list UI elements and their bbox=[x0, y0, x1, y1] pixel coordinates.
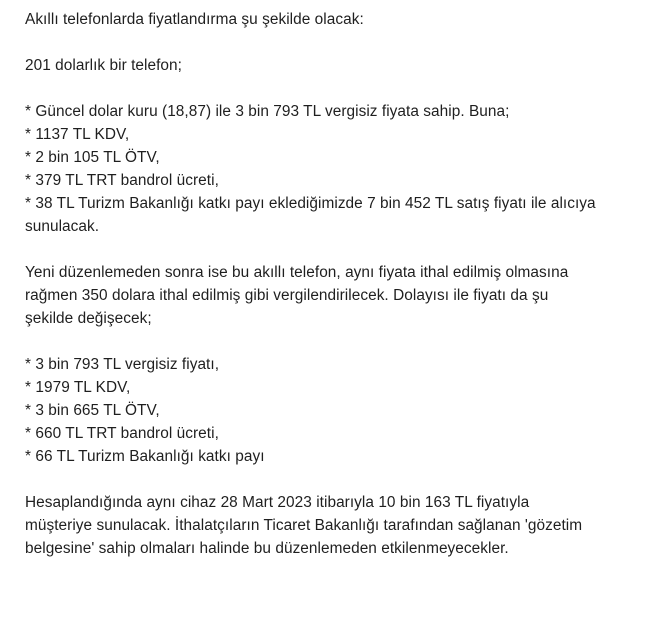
example-line: 201 dolarlık bir telefon; bbox=[25, 57, 182, 74]
paragraph-line: şekilde değişecek; bbox=[25, 310, 152, 327]
list-item: * 3 bin 665 TL ÖTV, bbox=[25, 402, 160, 419]
current-pricing-list bbox=[25, 100, 663, 238]
paragraph-line: Yeni düzenlemeden sonra ise bu akıllı telefon, aynı fiyata ithal edilmiş olmasına bbox=[25, 264, 569, 281]
list-item: * 38 TL Turizm Bakanlığı katkı payı eklediğimizde 7 bin 452 TL satış fiyatı ile alıcıya bbox=[25, 195, 596, 212]
list-item: * 66 TL Turizm Bakanlığı katkı payı bbox=[25, 448, 265, 465]
paragraph-line: Hesaplandığında aynı cihaz 28 Mart 2023 itibarıyla 10 bin 163 TL fiyatıyla bbox=[25, 494, 530, 511]
list-item: * Güncel dolar kuru (18,87) ile 3 bin 793 TL vergisiz fiyata sahip. Buna; bbox=[25, 103, 510, 120]
list-item-continuation: sunulacak. bbox=[25, 218, 100, 235]
paragraph-line: belgesine' sahip olmaları halinde bu düzenlemeden etkilenmeyecekler. bbox=[25, 540, 509, 557]
intro-paragraph bbox=[25, 8, 663, 31]
list-item: * 2 bin 105 TL ÖTV, bbox=[25, 149, 160, 166]
list-item: * 1979 TL KDV, bbox=[25, 379, 131, 396]
paragraph-line: rağmen 350 dolara ithal edilmiş gibi vergilendirilecek. Dolayısı ile fiyatı da şu bbox=[25, 287, 549, 304]
example-paragraph bbox=[25, 54, 663, 77]
change-paragraph bbox=[25, 261, 663, 330]
paragraph-line: müşteriye sunulacak. İthalatçıların Ticaret Bakanlığı tarafından sağlanan 'gözetim bbox=[25, 517, 583, 534]
list-item: * 3 bin 793 TL vergisiz fiyatı, bbox=[25, 356, 220, 373]
list-item: * 660 TL TRT bandrol ücreti, bbox=[25, 425, 219, 442]
new-pricing-list bbox=[25, 353, 663, 468]
conclusion-paragraph bbox=[25, 491, 663, 560]
list-item: * 379 TL TRT bandrol ücreti, bbox=[25, 172, 219, 189]
list-item: * 1137 TL KDV, bbox=[25, 126, 130, 143]
intro-line: Akıllı telefonlarda fiyatlandırma şu şekilde olacak: bbox=[25, 11, 364, 28]
